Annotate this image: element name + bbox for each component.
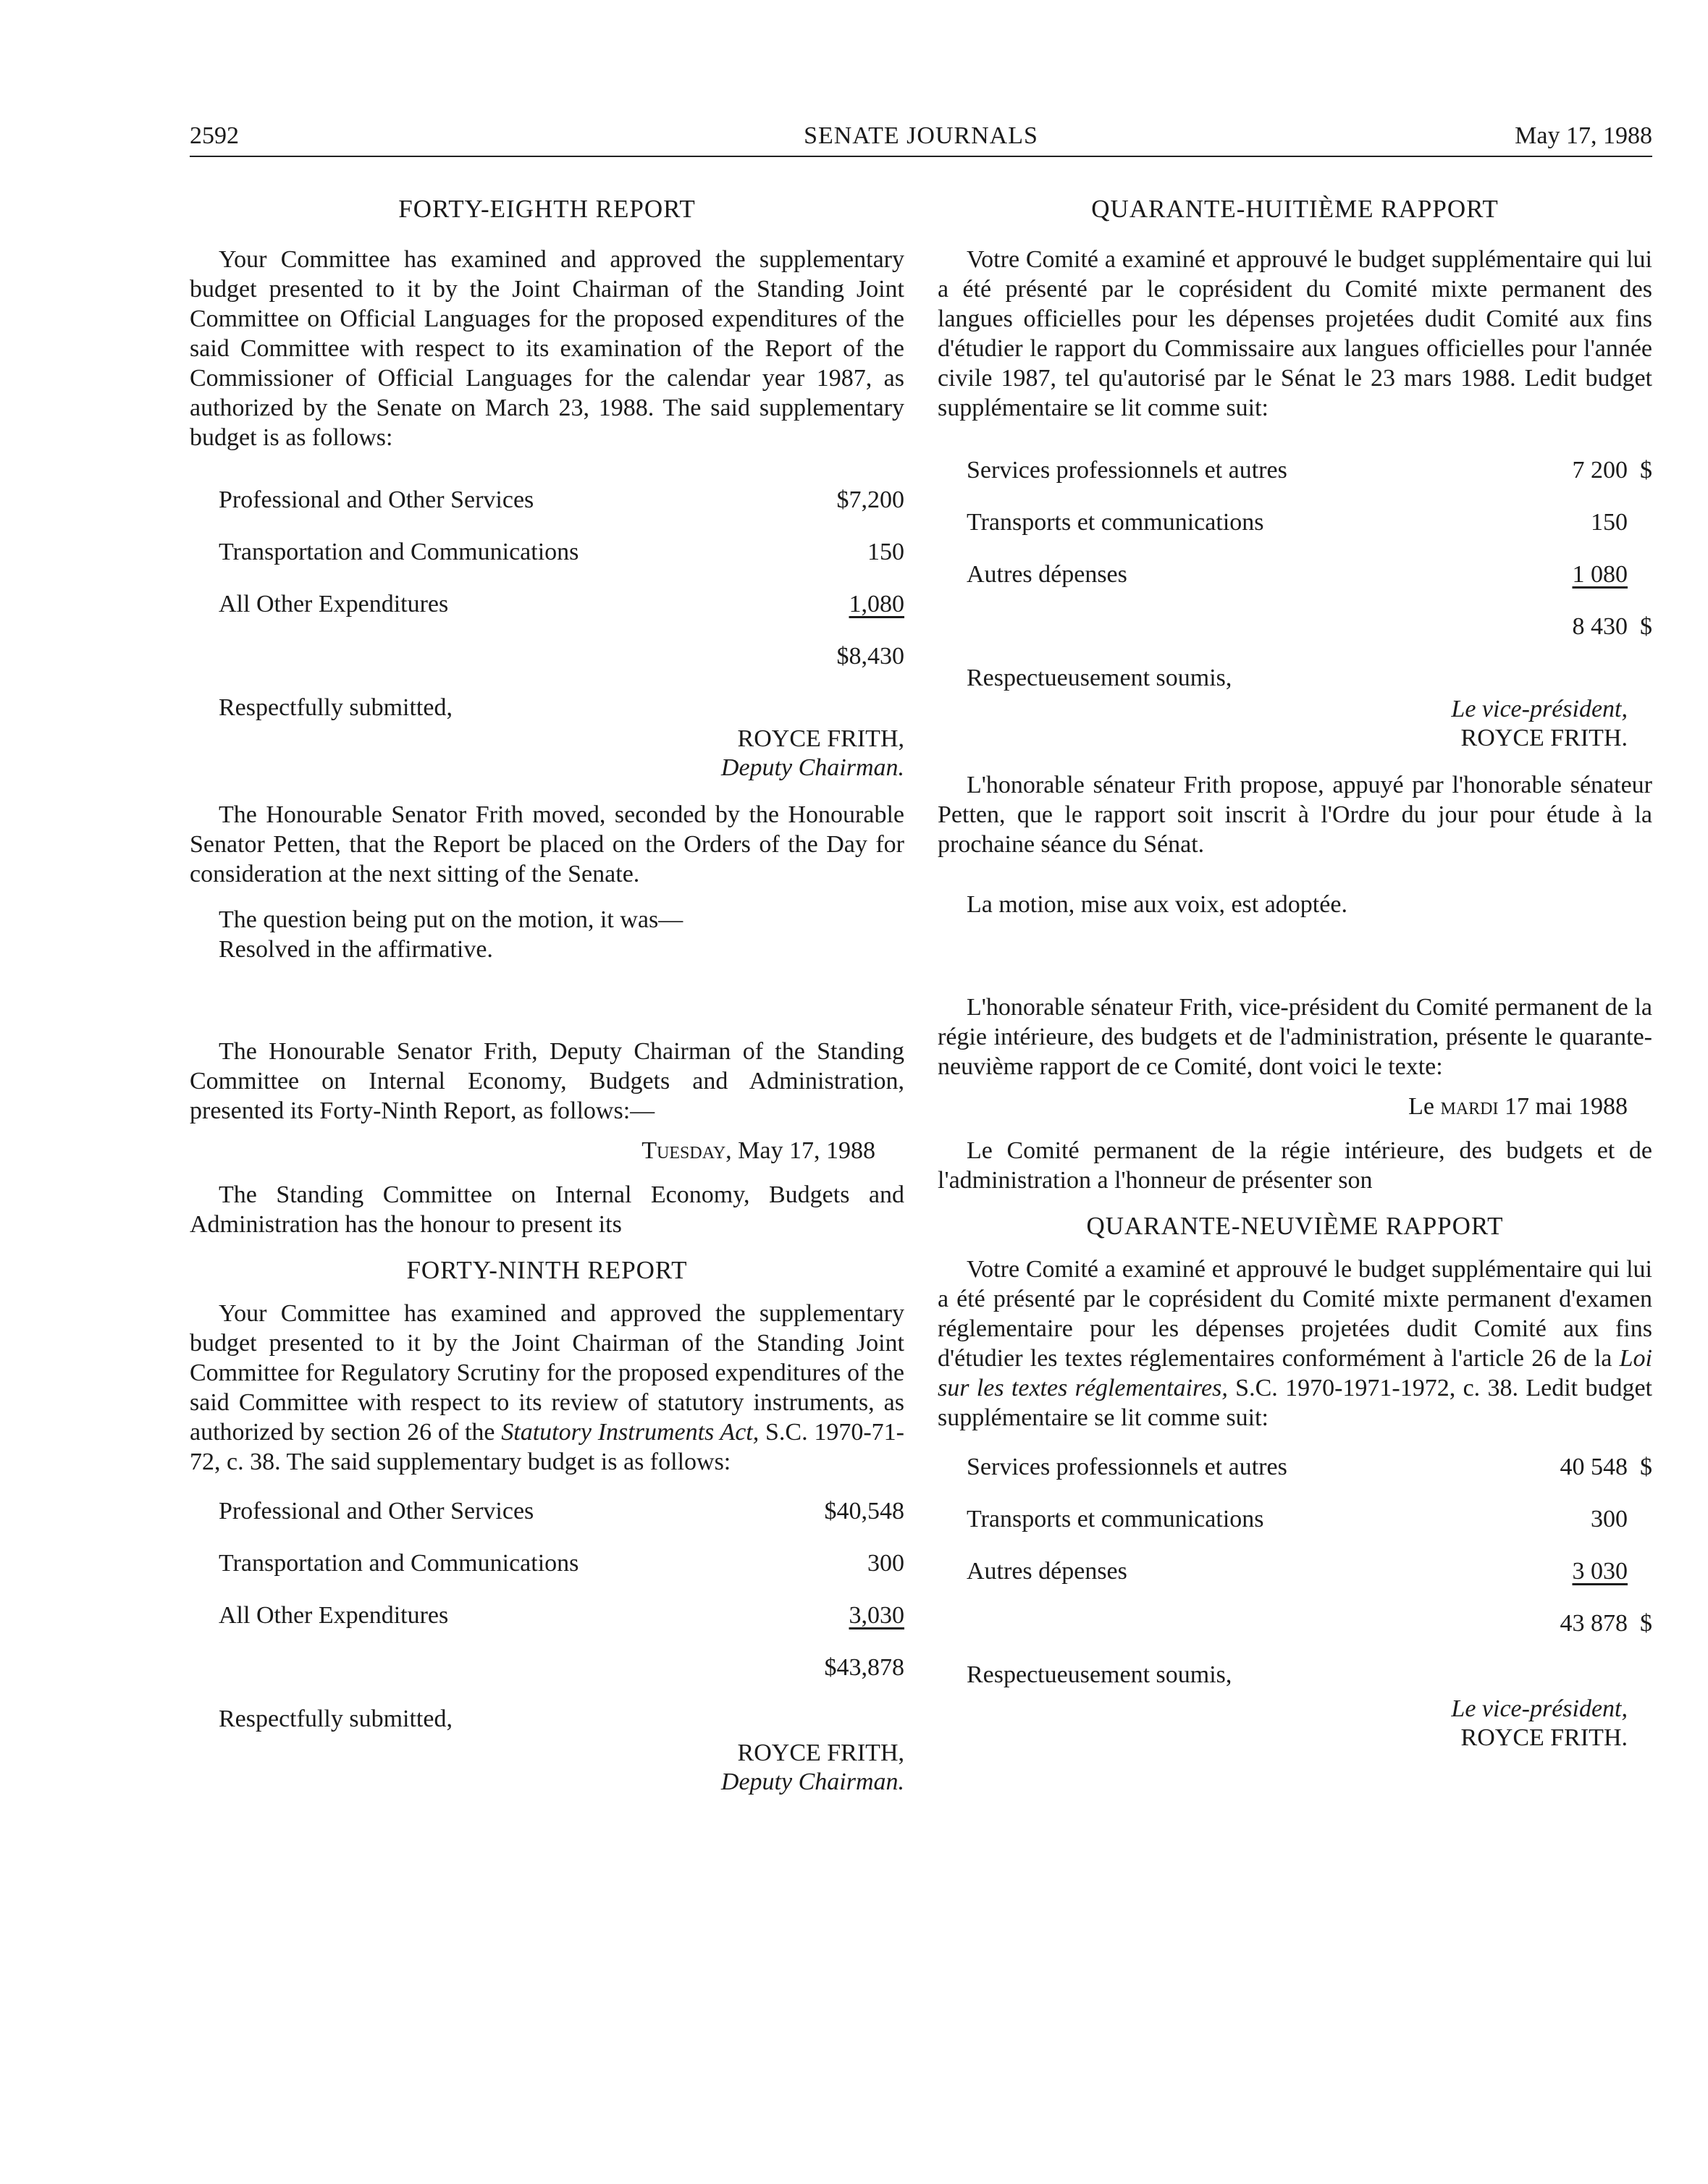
total-value: 8 430 <box>1572 613 1628 640</box>
presented-paragraph: The Honourable Senator Frith, Deputy Chairman of the Standing Committee on Internal Economy, Budgets and Administration, presented its Forty-Ninth Report, as follows:— <box>190 1038 904 1124</box>
report-49-budget <box>190 1496 904 1704</box>
budget-row <box>190 1496 904 1548</box>
report-49-body <box>190 1299 904 1477</box>
budget-label: Professional and Other Services <box>219 1498 534 1525</box>
amount-value: 3 030 <box>1572 1558 1628 1585</box>
budget-total <box>1560 1608 1653 1640</box>
budget-total <box>1573 611 1653 643</box>
report-49-heading: FORTY-NINTH REPORT <box>406 1256 688 1284</box>
budget-row <box>938 507 1652 559</box>
budget-total-row <box>190 1652 904 1704</box>
report-49-heading-fr: QUARANTE-NEUVIÈME RAPPORT <box>1086 1212 1504 1240</box>
french-column <box>938 194 1652 1753</box>
currency-symbol: $ <box>1640 1454 1652 1480</box>
budget-label: Autres dépenses <box>967 561 1127 588</box>
journal-title: SENATE JOURNALS <box>804 122 1038 149</box>
budget-row <box>938 455 1652 507</box>
report-date-day: Tuesday <box>641 1137 726 1164</box>
signatory-title-fr: Le vice-président, <box>1451 696 1628 722</box>
budget-row <box>190 1548 904 1600</box>
body-text: S.C. 1970-71-72, c. 38. The said supplementary budget is as follows: <box>190 1419 905 1475</box>
budget-amount: 150 <box>867 539 904 565</box>
honour-paragraph-fr: Le Comité permanent de la régie intérieure, des budgets et de l'administration a l'honneur de présenter son <box>938 1137 1652 1194</box>
budget-amount: 1,080 <box>849 591 904 617</box>
report-date <box>190 1136 904 1165</box>
budget-amount <box>1560 1451 1653 1483</box>
budget-total-row <box>938 611 1652 663</box>
question-line: The question being put on the motion, it was— <box>219 906 683 933</box>
budget-total: $8,430 <box>836 643 904 670</box>
budget-amount <box>1591 507 1652 539</box>
report-date-le: Le <box>1408 1093 1441 1120</box>
report-48-heading-fr: QUARANTE-HUITIÈME RAPPORT <box>1091 195 1499 223</box>
budget-amount: $40,548 <box>824 1498 904 1525</box>
currency-symbol: $ <box>1640 1610 1652 1637</box>
report-49-body-fr <box>938 1255 1652 1433</box>
signatory-title-fr: Le vice-président, <box>1451 1695 1628 1722</box>
budget-label: All Other Expenditures <box>219 591 449 617</box>
signatory: ROYCE FRITH, <box>737 725 904 752</box>
budget-label: Transports et communications <box>967 1506 1264 1532</box>
budget-total-row <box>190 641 904 693</box>
signatory: ROYCE FRITH, <box>737 1740 904 1766</box>
budget-row <box>190 536 904 589</box>
currency-symbol: $ <box>1640 613 1652 640</box>
honour-paragraph: The Standing Committee on Internal Economy, Budgets and Administration has the honour to present its <box>190 1181 904 1238</box>
budget-row <box>938 1504 1652 1556</box>
closing-fr: Respectueusement soumis, <box>967 1661 1232 1688</box>
body-text: Votre Comité a examiné et approuvé le budget supplémentaire qui lui a été présenté par le coprésident du Comité mixte permanent d'examen réglementaire pour les dépenses projetées dudit Comité aux fins d'étudier les textes réglementaires conformément à l'article 26 de la <box>938 1256 1652 1372</box>
report-date-rest: , May 17, 1988 <box>725 1137 875 1164</box>
english-column <box>190 194 904 1797</box>
budget-row <box>938 559 1652 611</box>
presented-paragraph-fr: L'honorable sénateur Frith, vice-président du Comité permanent de la régie intérieure, des budgets et de l'administration, présente le quarante-neuvième rapport de ce Comité, dont voici le texte: <box>938 994 1652 1080</box>
total-value: 43 878 <box>1560 1610 1628 1637</box>
act-title: Statutory Instruments Act, <box>501 1419 760 1446</box>
budget-amount <box>1573 455 1653 486</box>
closing-fr: Respectueusement soumis, <box>967 665 1232 691</box>
page-number: 2592 <box>190 122 239 149</box>
report-date-rest: 17 mai 1988 <box>1498 1093 1628 1120</box>
report-48-heading: FORTY-EIGHTH REPORT <box>398 195 696 223</box>
body-text: S.C. 1970-1971-1972, c. 38. Ledit budget supplémentaire se lit comme suit: <box>938 1375 1652 1431</box>
budget-label: Professional and Other Services <box>219 486 534 513</box>
report-48-body: Your Committee has examined and approved the supplementary budget presented to it by the Joint Chairman of the Standing Joint Committee on Official Languages for the proposed expenditures of the said Committee with respect to its examination of the Report of the Commissioner of Official Languages for the calendar year 1987, as authorized by the Senate on March 23, 1988. The said supplementary budget is as follows: <box>190 246 904 451</box>
report-48-budget <box>190 484 904 693</box>
amount-value: 1 080 <box>1572 561 1628 588</box>
budget-row <box>190 484 904 536</box>
budget-amount: 3,030 <box>849 1602 904 1629</box>
budget-row <box>190 589 904 641</box>
budget-label: Transportation and Communications <box>219 539 579 565</box>
resolved-line: Resolved in the affirmative. <box>219 936 493 963</box>
motion-fr: L'honorable sénateur Frith propose, appuyé par l'honorable sénateur Petten, que le rapport soit inscrit à l'Ordre du jour pour étude à la prochaine séance du Sénat. <box>938 772 1652 858</box>
signatory-fr: ROYCE FRITH. <box>1460 725 1628 751</box>
report-49-budget-fr <box>938 1451 1652 1660</box>
body-text: Your Committee has examined and approved the supplementary budget presented to it by the Joint Chairman of the Standing Joint Committee for Regulatory Scrutiny for the proposed expenditures of the said Committee with respect to its review of statutory instruments, as authorized by section 26 of the <box>190 1300 904 1446</box>
budget-row <box>938 1451 1652 1504</box>
budget-row <box>190 1600 904 1652</box>
motion: The Honourable Senator Frith moved, seconded by the Honourable Senator Petten, that the Report be placed on the Orders of the Day for consideration at the next sitting of the Senate. <box>190 801 904 887</box>
amount-value: 150 <box>1591 509 1628 536</box>
act-title: Loi sur les textes réglementaires, <box>938 1345 1652 1401</box>
report-date-day: mardi <box>1440 1093 1499 1120</box>
signatory-title: Deputy Chairman. <box>720 1768 904 1795</box>
budget-amount <box>1591 1504 1652 1535</box>
report-date-fr <box>938 1092 1652 1121</box>
currency-symbol: $ <box>1640 457 1652 484</box>
report-48-body-fr: Votre Comité a examiné et approuvé le budget supplémentaire qui lui a été présenté par le coprésident du Comité mixte permanent des langues officielles pour les dépenses projetées dudit Comité aux fins d'étudier le rapport du Commissaire aux langues officielles pour l'année civile 1987, tel qu'autorisé par le Sénat le 23 mars 1988. Ledit budget supplémentaire se lit comme suit: <box>938 246 1652 421</box>
budget-label: Services professionnels et autres <box>967 1454 1287 1480</box>
budget-row <box>938 1556 1652 1608</box>
adopted-line: La motion, mise aux voix, est adoptée. <box>967 891 1347 918</box>
report-48-budget-fr <box>938 455 1652 663</box>
budget-amount <box>1573 559 1653 591</box>
amount-value: 7 200 <box>1572 457 1628 484</box>
closing: Respectfully submitted, <box>219 694 453 721</box>
budget-amount: $7,200 <box>836 486 904 513</box>
budget-label: Transportation and Communications <box>219 1550 579 1577</box>
budget-amount <box>1573 1556 1653 1588</box>
amount-value: 300 <box>1591 1506 1628 1532</box>
closing: Respectfully submitted, <box>219 1706 453 1732</box>
amount-value: 40 548 <box>1560 1454 1628 1480</box>
page-header <box>190 121 1652 157</box>
journal-date: May 17, 1988 <box>1515 122 1652 149</box>
budget-amount: 300 <box>867 1550 904 1577</box>
budget-total: $43,878 <box>824 1654 904 1681</box>
signatory-fr: ROYCE FRITH. <box>1460 1724 1628 1751</box>
budget-label: Transports et communications <box>967 509 1264 536</box>
budget-label: Services professionnels et autres <box>967 457 1287 484</box>
budget-total-row <box>938 1608 1652 1660</box>
signatory-title: Deputy Chairman. <box>720 754 904 781</box>
budget-label: All Other Expenditures <box>219 1602 449 1629</box>
budget-label: Autres dépenses <box>967 1558 1127 1585</box>
